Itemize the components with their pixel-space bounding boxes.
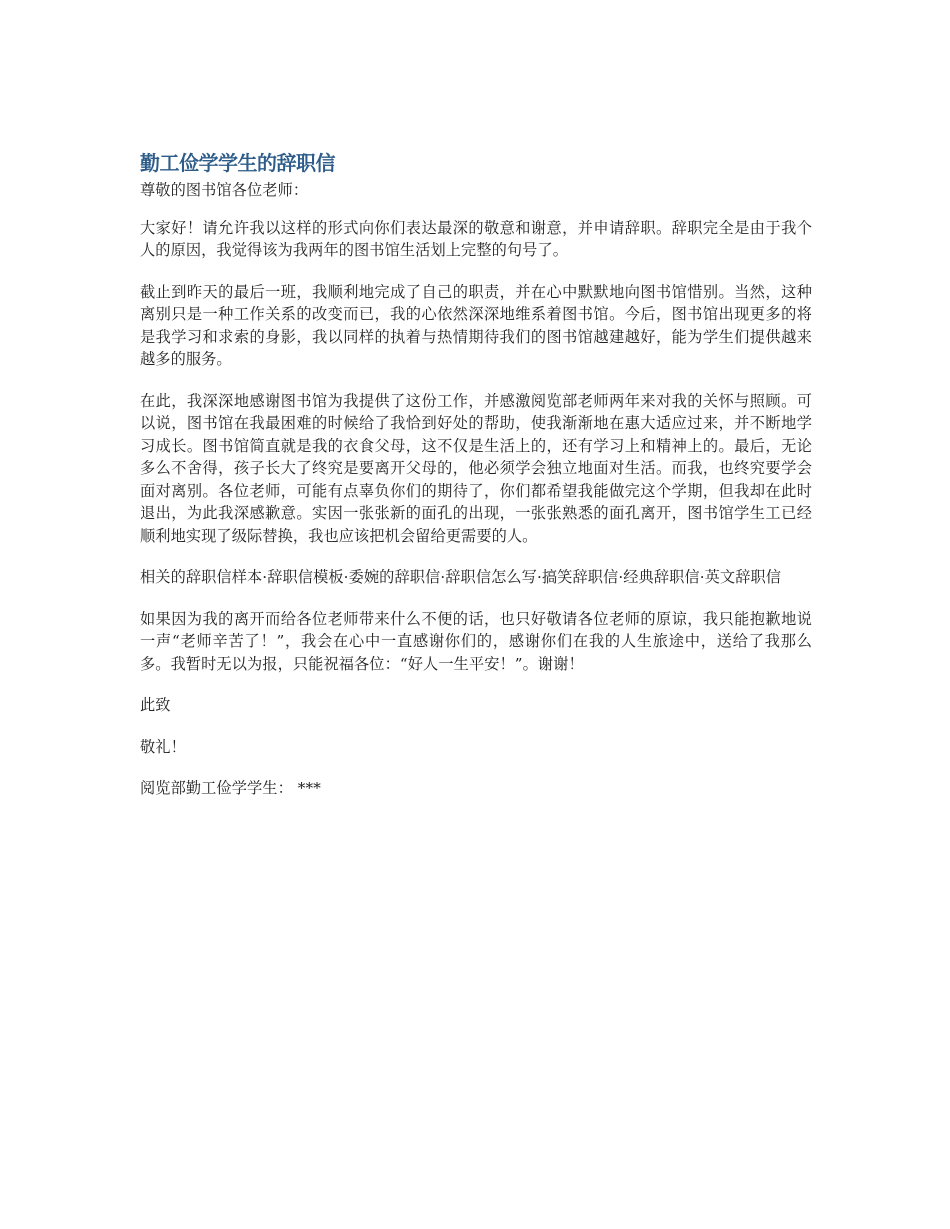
related-links-text: 相关的辞职信样本·辞职信模板·委婉的辞职信·辞职信怎么写·搞笑辞职信·经典辞职信·英文辞职信 xyxy=(140,568,782,586)
signature: 阅览部勤工俭学学生： *** xyxy=(140,779,321,797)
document-page xyxy=(140,148,812,819)
paragraph-apology: 如果因为我的离开而给各位老师带来什么不便的话，也只好敬请各位老师的原谅，我只能抱歉地说一声“老师辛苦了！”，我会在心中一直感谢你们的，感谢你们在我的人生旅途中，送给了我那么多。我暂时无以为报，只能祝福各位：“好人一生平安！”。谢谢！ xyxy=(140,609,812,673)
paragraph-greeting: 大家好！请允许我以这样的形式向你们表达最深的敬意和谢意，并申请辞职。辞职完全是由于我个人的原因，我觉得该为我两年的图书馆生活划上完整的句号了。 xyxy=(140,218,812,259)
closing-line-1: 此致 xyxy=(140,696,171,714)
paragraph-farewell: 截止到昨天的最后一班，我顺利地完成了自己的职责，并在心中默默地向图书馆惜别。当然，这种离别只是一种工作关系的改变而已，我的心依然深深地维系着图书馆。今后，图书馆出现更多的将是我学习和求索的身影，我以同样的执着与热情期待我们的图书馆越建越好，能为学生们提供越来越多的服务。 xyxy=(140,282,812,368)
document-title: 勤工俭学学生的辞职信 xyxy=(140,151,335,175)
paragraph-gratitude: 在此，我深深地感谢图书馆为我提供了这份工作，并感激阅览部老师两年来对我的关怀与照顾。可以说，图书馆在我最困难的时候给了我恰到好处的帮助，使我渐渐地在惠大适应过来，并不断地学习成长。图书馆简直就是我的衣食父母，这不仅是生活上的，还有学习上和精神上的。最后，无论多么不舍得，孩子长大了终究是要离开父母的，他必须学会独立地面对生活。而我，也终究要学会面对离别。各位老师，可能有点辜负你们的期待了，你们都希望我能做完这个学期，但我却在此时退出，为此我深感歉意。实因一张张新的面孔的出现，一张张熟悉的面孔离开，图书馆学生工已经顺利地实现了级际替换，我也应该把机会留给更需要的人。 xyxy=(140,391,812,545)
closing-line-2: 敬礼！ xyxy=(140,737,186,756)
salutation: 尊敬的图书馆各位老师： xyxy=(140,181,309,199)
